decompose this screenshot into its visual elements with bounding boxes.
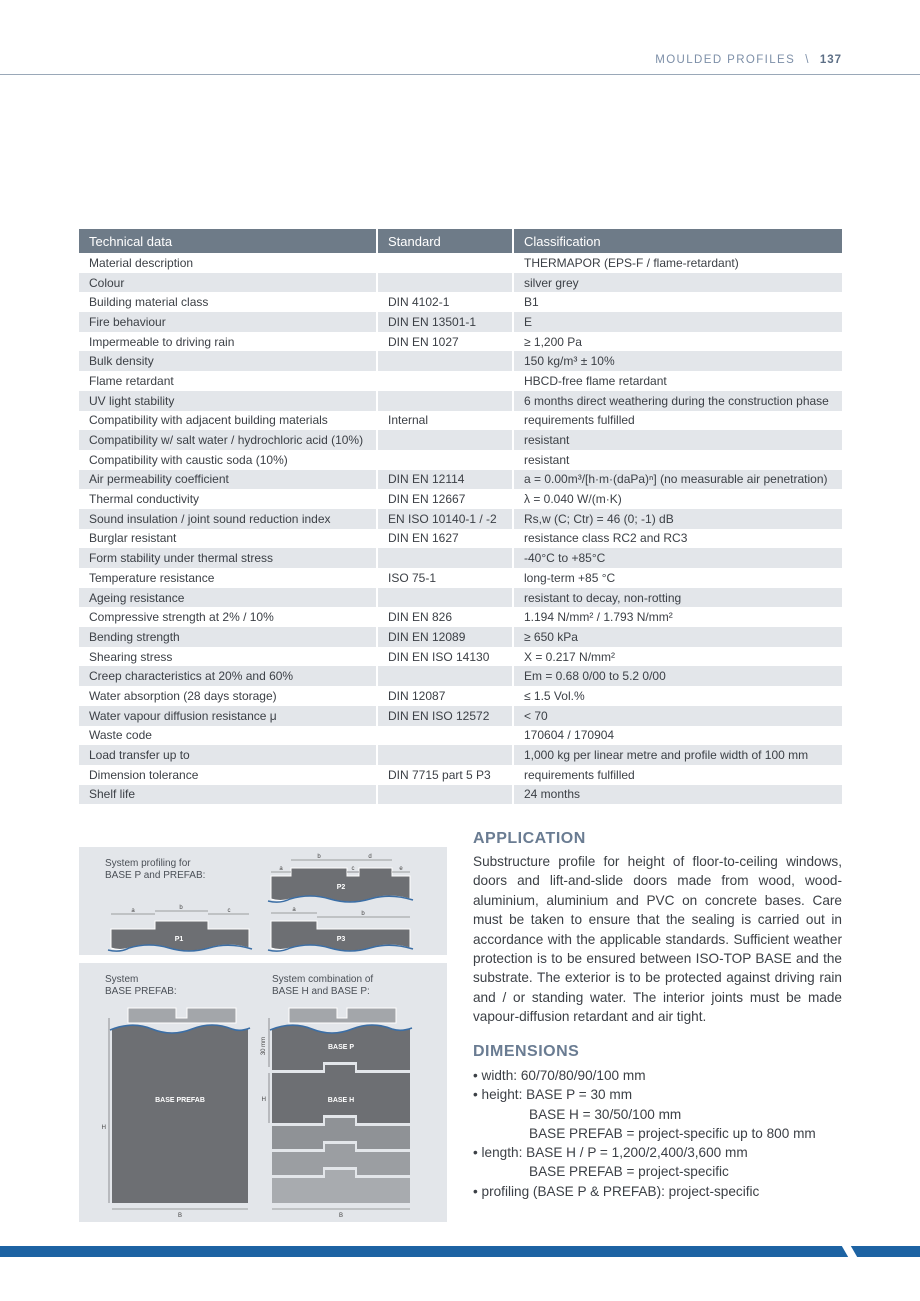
dimension-item: BASE H = 30/50/100 mm xyxy=(529,1106,682,1122)
dim-label-c-p1: c xyxy=(227,908,231,914)
table-row xyxy=(79,726,842,746)
cell-property: Temperature resistance xyxy=(79,568,377,588)
page-header xyxy=(655,54,842,66)
table-row xyxy=(79,588,842,608)
table-row xyxy=(79,273,842,293)
dimensions-list xyxy=(473,1066,842,1201)
page-number: 137 xyxy=(819,54,842,66)
section-title: MOULDED PROFILES xyxy=(655,54,796,66)
cell-classification: resistant to decay, non-rotting xyxy=(513,588,842,608)
dim-label-d-p2: d xyxy=(368,854,372,860)
cell-standard: DIN EN 12114 xyxy=(377,470,513,490)
cell-standard xyxy=(377,273,513,293)
application-text: Substructure profile for height of floor-to-ceiling windows, doors and lift-and-slide doors made from wood, wood-aluminium, aluminium and PVC on concrete bases. Care must be taken to ensure that the sealing is carried out in accordance with the applicable standards. Sufficient weather protection is to be ensured between ISO-TOP BASE and the substrate. The exterior is to be protected against driving rain and / or standing water. The interior joints must be made vapour-diffusion retardant and air tight. xyxy=(473,854,842,1025)
dim-label-b-p3: b xyxy=(361,911,365,917)
cell-classification: silver grey xyxy=(513,273,842,293)
dim-label-b-combo: B xyxy=(338,1213,344,1219)
base-systems-drawing xyxy=(79,963,447,1222)
dimensions-title: DIMENSIONS xyxy=(473,1043,580,1060)
cell-property: Waste code xyxy=(79,726,377,746)
table-row xyxy=(79,470,842,490)
cell-classification: λ = 0.040 W/(m·K) xyxy=(524,492,622,507)
cell-standard xyxy=(377,745,513,765)
dim-label-a-p2: a xyxy=(279,866,283,872)
table-row xyxy=(79,450,842,470)
footer-bar xyxy=(0,1246,920,1257)
table-row xyxy=(79,666,842,686)
cell-standard xyxy=(377,726,513,746)
cell-property: Sound insulation / joint sound reduction index xyxy=(79,509,377,529)
cell-classification: HBCD-free flame retardant xyxy=(524,373,667,388)
cell-property: Shearing stress xyxy=(79,647,377,667)
cell-classification: Em = 0.68 0/00 to 5.2 0/00 xyxy=(513,666,842,686)
table-row xyxy=(79,785,842,805)
cell-standard xyxy=(377,430,513,450)
base-systems-diagram-panel xyxy=(79,963,447,1222)
cell-classification: a = 0.00m³/[h·m·(daPa)ⁿ] (no measurable air penetration) xyxy=(513,470,842,490)
dimension-item: BASE PREFAB = project-specific xyxy=(529,1164,729,1180)
dimension-item: • width: 60/70/80/90/100 mm xyxy=(473,1068,646,1083)
cell-property: Bulk density xyxy=(79,351,377,371)
cell-classification: 150 kg/m³ ± 10% xyxy=(513,351,842,371)
profiling-label-line1: System profiling for xyxy=(105,858,191,869)
cell-standard xyxy=(377,450,513,470)
dim-label-h-combo: H xyxy=(261,1097,266,1103)
dim-label-e-p2: e xyxy=(399,866,403,872)
cell-standard: Internal xyxy=(377,411,513,431)
cell-property: Dimension tolerance xyxy=(79,765,377,785)
cell-standard: DIN 4102-1 xyxy=(377,292,513,312)
cell-classification: THERMAPOR (EPS-F / flame-retardant) xyxy=(524,255,739,270)
cell-standard xyxy=(377,371,513,391)
cell-standard xyxy=(377,588,513,608)
cell-standard: DIN EN 1027 xyxy=(377,332,513,352)
cell-classification: ≤ 1.5 Vol.% xyxy=(524,688,585,703)
table-row xyxy=(79,332,842,352)
base-h-block xyxy=(272,1065,410,1123)
header-separator: \ xyxy=(805,54,810,66)
dim-label-a-p3: a xyxy=(292,907,296,913)
cell-classification: resistant xyxy=(513,430,842,450)
cell-standard: DIN 7715 part 5 P3 xyxy=(377,765,513,785)
dimension-item: • profiling (BASE P & PREFAB): project-specific xyxy=(473,1183,760,1199)
dim-label-b-prefab: B xyxy=(177,1213,183,1219)
cell-classification: ≥ 650 kPa xyxy=(513,627,842,647)
cell-standard xyxy=(377,351,513,371)
cell-property: Compatibility with adjacent building materials xyxy=(79,411,377,431)
column-header-technical-data: Technical data xyxy=(79,229,377,253)
cell-classification: resistance class RC2 and RC3 xyxy=(524,531,688,546)
table-row xyxy=(79,706,842,726)
column-header-standard: Standard xyxy=(377,229,513,253)
table-row xyxy=(79,548,842,568)
cell-classification: ≥ 1,200 Pa xyxy=(524,334,582,349)
cell-classification: 6 months direct weathering during the construction phase xyxy=(513,391,842,411)
cell-property: Impermeable to driving rain xyxy=(79,332,377,352)
base-combination-label-line2: BASE H and BASE P: xyxy=(272,986,370,997)
column-header-classification: Classification xyxy=(513,229,842,253)
block-label-base-h: BASE H xyxy=(327,1097,355,1104)
base-prefab-block xyxy=(112,1025,248,1203)
cell-property: Water absorption (28 days storage) xyxy=(79,686,377,706)
cell-standard: DIN EN 13501-1 xyxy=(377,312,513,332)
table-row xyxy=(79,292,842,312)
cell-property: Ageing resistance xyxy=(79,588,377,608)
prefab-top-cap xyxy=(128,1008,236,1023)
profile-label-p2: P2 xyxy=(336,884,346,891)
dimension-item: • length: BASE H / P = 1,200/2,400/3,600 mm xyxy=(473,1145,748,1161)
table-row xyxy=(79,627,842,647)
table-row xyxy=(79,371,842,391)
cell-standard: DIN EN 1627 xyxy=(377,529,513,549)
cell-standard: DIN 12087 xyxy=(377,686,513,706)
cell-classification: < 70 xyxy=(513,706,842,726)
cell-classification: requirements fulfilled xyxy=(524,413,635,428)
dimension-item: BASE PREFAB = project-specific up to 800 mm xyxy=(529,1125,816,1141)
table-row xyxy=(79,351,842,371)
technical-data-table xyxy=(79,229,842,804)
table-row xyxy=(79,391,842,411)
cell-standard xyxy=(377,548,513,568)
base-prefab-label-line1: System xyxy=(105,974,139,985)
cell-classification: 170604 / 170904 xyxy=(524,728,615,743)
cell-standard: DIN EN 12667 xyxy=(377,489,513,509)
cell-standard xyxy=(377,666,513,686)
table-row xyxy=(79,312,842,332)
cell-classification: requirements fulfilled xyxy=(524,767,635,782)
header-rule xyxy=(0,74,920,75)
cell-classification: 1,000 kg per linear metre and profile width of 100 mm xyxy=(513,745,842,765)
cell-classification: resistant xyxy=(524,452,570,467)
table-row xyxy=(79,509,842,529)
cell-property: Creep characteristics at 20% and 60% xyxy=(79,666,377,686)
cell-property: Water vapour diffusion resistance μ xyxy=(79,706,377,726)
cell-property: Compatibility w/ salt water / hydrochloric acid (10%) xyxy=(79,430,377,450)
combo-top-cap xyxy=(289,1008,396,1023)
table-body xyxy=(79,253,842,804)
dim-label-c-p2: c xyxy=(351,866,355,872)
table-row xyxy=(79,253,842,273)
dim-label-b-p2: b xyxy=(317,854,321,860)
cell-standard: DIN EN 826 xyxy=(377,607,513,627)
cell-classification: E xyxy=(513,312,842,332)
cell-classification: Rs,w (C; Ctr) = 46 (0; -1) dB xyxy=(513,509,842,529)
cell-standard: DIN EN ISO 14130 xyxy=(377,647,513,667)
cell-property: Building material class xyxy=(79,292,377,312)
cell-classification: 1.194 N/mm² / 1.793 N/mm² xyxy=(524,610,673,625)
dim-label-a-p1: a xyxy=(131,908,135,914)
table-row xyxy=(79,765,842,785)
table-row xyxy=(79,489,842,509)
cell-standard: DIN EN 12089 xyxy=(377,627,513,647)
cell-property: Shelf life xyxy=(79,785,377,805)
base-combination-label-line1: System combination of xyxy=(272,974,374,985)
cell-property: Compatibility with caustic soda (10%) xyxy=(79,450,377,470)
cell-property: UV light stability xyxy=(79,391,377,411)
profile-label-p1: P1 xyxy=(174,936,184,943)
cell-property: Compressive strength at 2% / 10% xyxy=(79,607,377,627)
cell-property: Fire behaviour xyxy=(79,312,377,332)
cell-standard: DIN EN ISO 12572 xyxy=(377,706,513,726)
table-row xyxy=(79,411,842,431)
block-label-base-prefab: BASE PREFAB xyxy=(155,1097,205,1104)
profiling-diagram-panel xyxy=(79,847,447,955)
base-prefab-label-line2: BASE PREFAB: xyxy=(105,986,177,997)
profiling-label-line2: BASE P and PREFAB: xyxy=(105,870,206,881)
cell-classification: 24 months xyxy=(513,785,842,805)
application-title: APPLICATION xyxy=(473,830,586,847)
cell-classification: long-term +85 °C xyxy=(524,570,616,585)
cell-property: Form stability under thermal stress xyxy=(79,548,377,568)
cell-property: Colour xyxy=(79,273,377,293)
dim-label-b-p1: b xyxy=(179,905,183,911)
cell-standard xyxy=(377,785,513,805)
cell-property: Air permeability coefficient xyxy=(79,470,377,490)
profiling-drawing xyxy=(79,847,447,955)
cell-standard xyxy=(377,253,513,273)
table-row xyxy=(79,529,842,549)
table-row xyxy=(79,686,842,706)
cell-standard: ISO 75-1 xyxy=(377,568,513,588)
cell-property: Material description xyxy=(79,253,377,273)
cell-classification: X = 0.217 N/mm² xyxy=(524,649,616,664)
cell-classification: B1 xyxy=(524,295,539,310)
table-row xyxy=(79,430,842,450)
cell-property: Load transfer up to xyxy=(79,745,377,765)
dimension-item: • height: BASE P = 30 mm xyxy=(473,1087,633,1103)
block-label-base-p: BASE P xyxy=(327,1044,355,1051)
cell-property: Flame retardant xyxy=(79,371,377,391)
cell-standard: EN ISO 10140-1 / -2 xyxy=(377,509,513,529)
cell-property: Thermal conductivity xyxy=(79,489,377,509)
table-row xyxy=(79,607,842,627)
table-row xyxy=(79,568,842,588)
table-row xyxy=(79,647,842,667)
cell-classification: -40°C to +85°C xyxy=(513,548,842,568)
dim-label-30mm: 30 mm xyxy=(261,1036,267,1056)
table-header-row xyxy=(79,229,842,253)
cell-property: Bending strength xyxy=(79,627,377,647)
profile-label-p3: P3 xyxy=(336,936,346,943)
cell-property: Burglar resistant xyxy=(79,529,377,549)
dim-label-h-prefab: H xyxy=(101,1125,106,1131)
table-row xyxy=(79,745,842,765)
cell-standard xyxy=(377,391,513,411)
